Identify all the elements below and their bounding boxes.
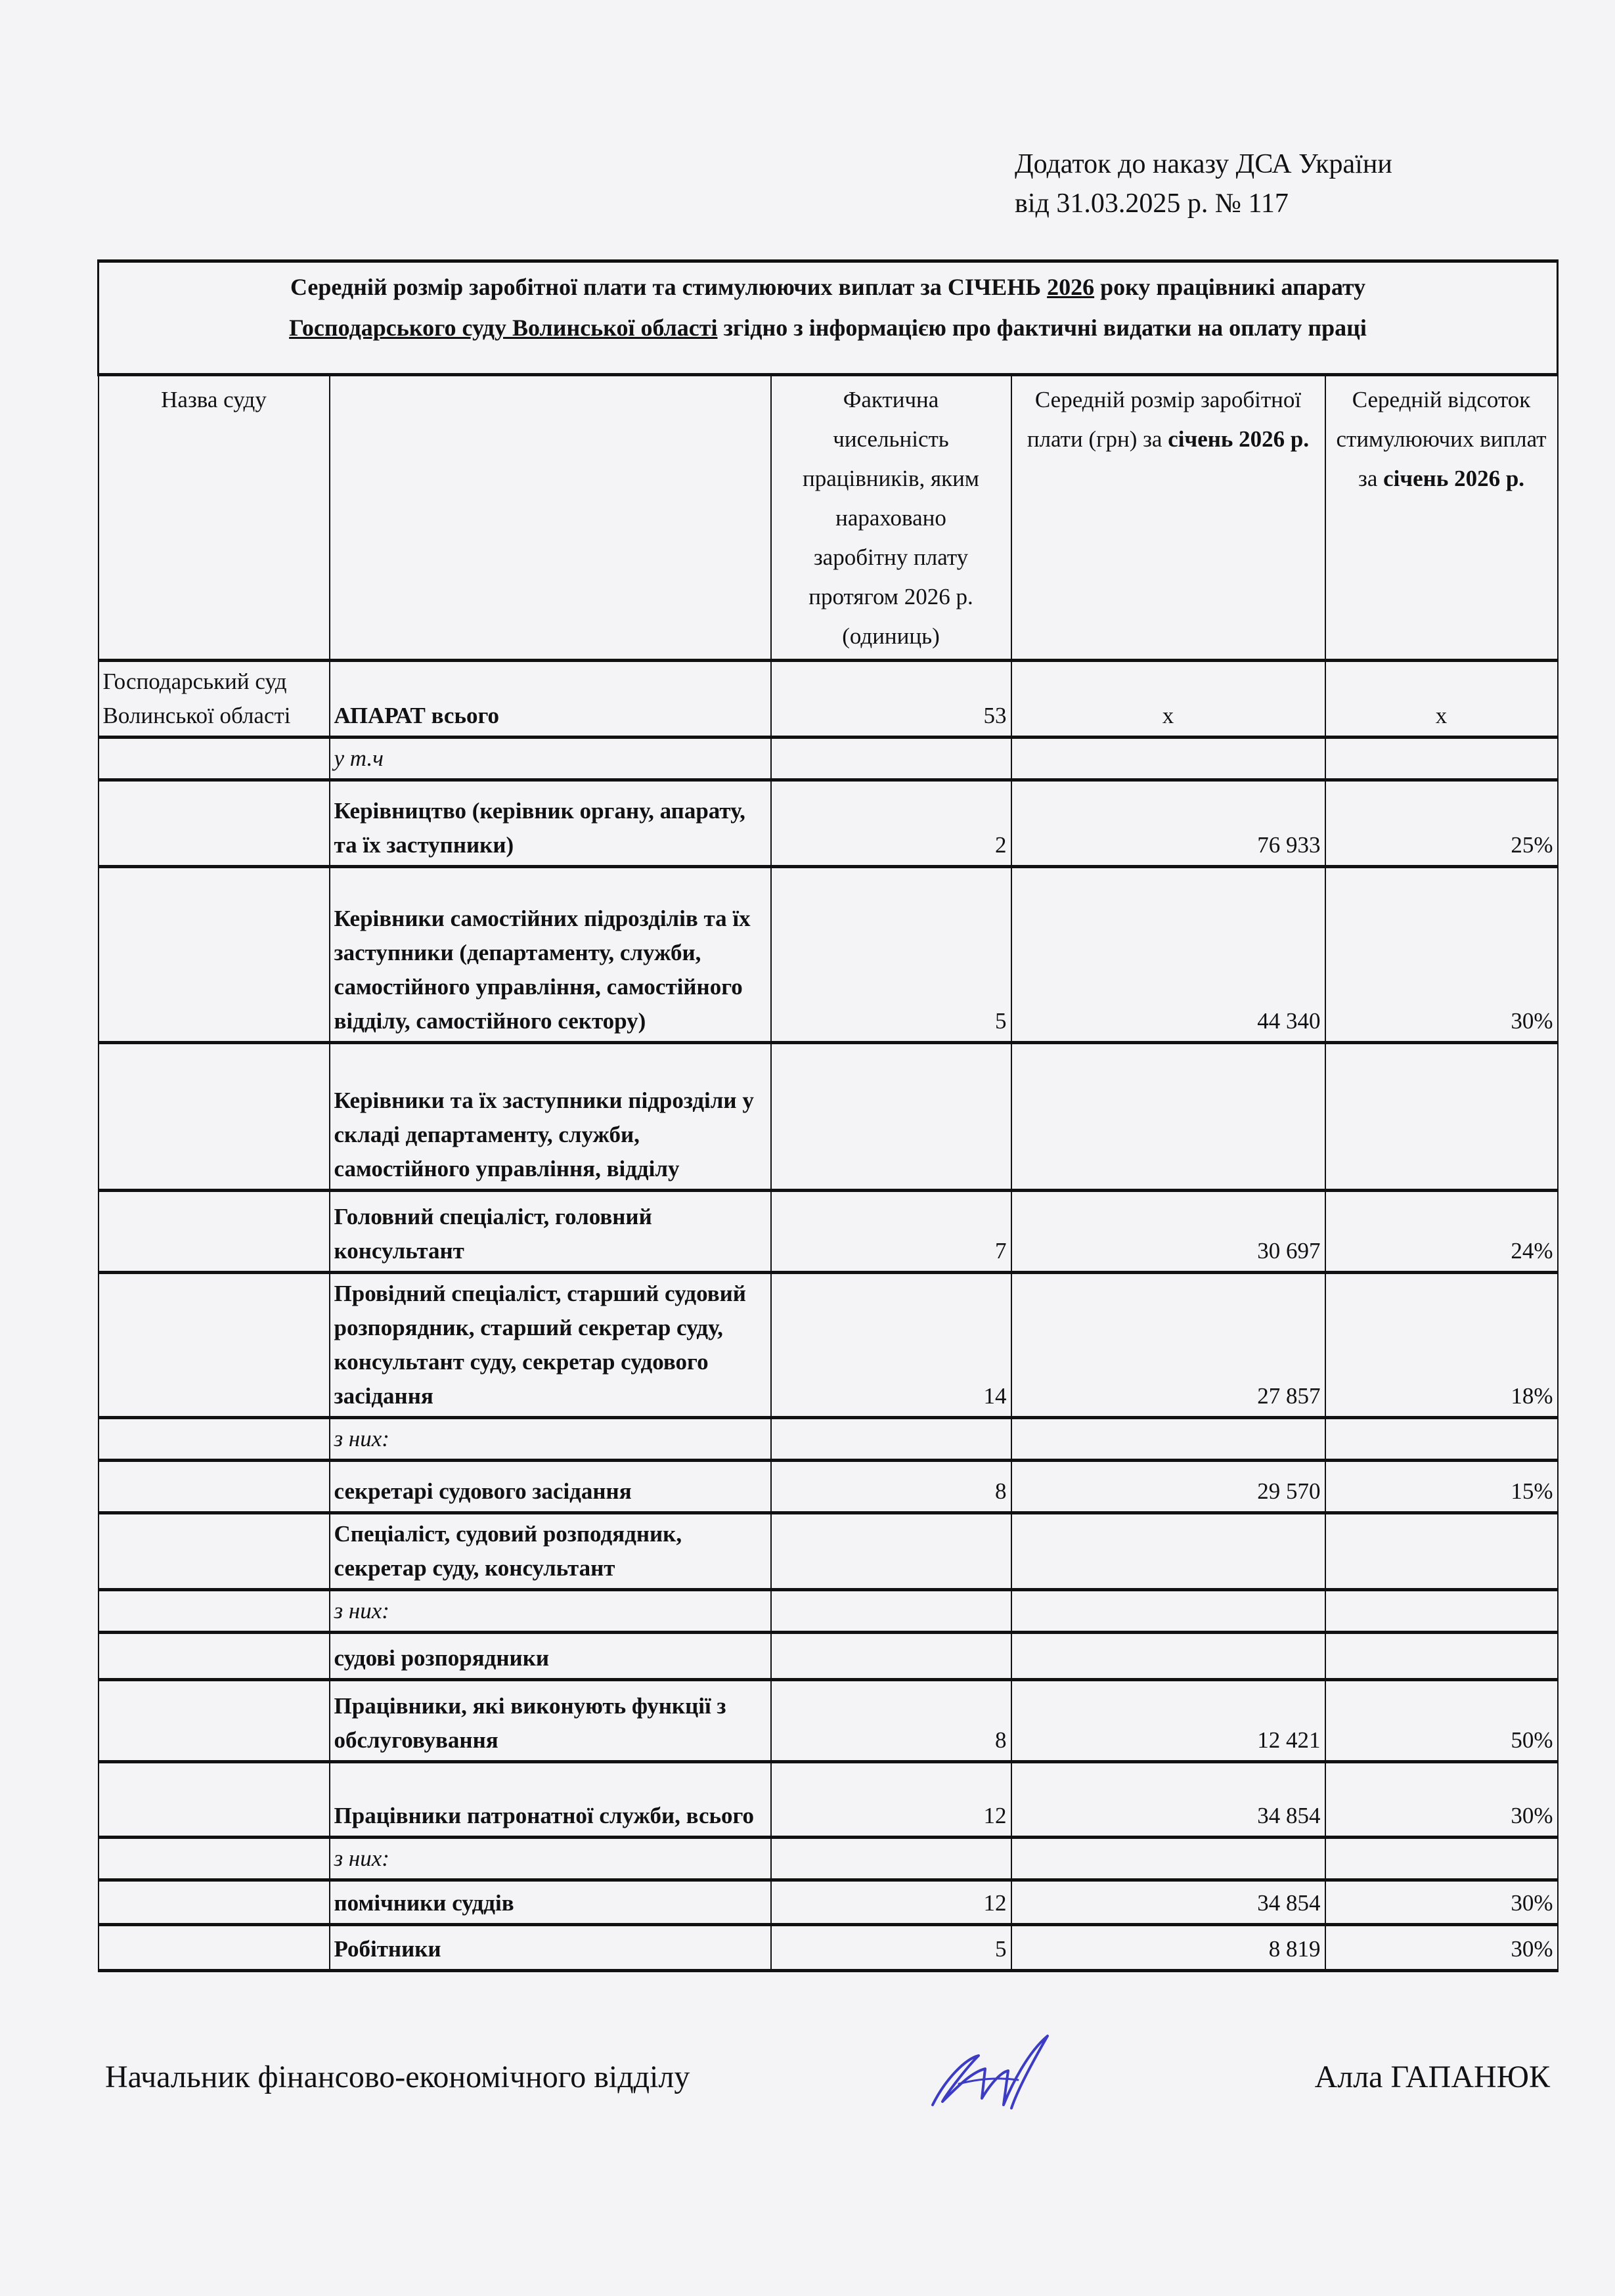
salary-table (97, 259, 1559, 1972)
court-name (99, 1590, 330, 1633)
row-salary (1011, 1633, 1325, 1680)
title-year: 2026 (1047, 274, 1095, 300)
table-row (99, 1273, 1558, 1418)
table-row (99, 1633, 1558, 1680)
header-court: Назва суду (99, 375, 330, 661)
row-label: Керівники самостійних підрозділів та їх заступники (департаменту, служби, самостійного управління, самостійного відділу, самостійного сектору) (330, 867, 771, 1043)
row-label: АПАРАТ всього (330, 661, 771, 738)
row-label: з них: (330, 1590, 771, 1633)
title-row (99, 261, 1558, 375)
court-name (99, 738, 330, 780)
annex-note (1015, 144, 1392, 223)
court-name (99, 1680, 330, 1762)
row-bonus (1325, 738, 1558, 780)
row-salary: 44 340 (1011, 867, 1325, 1043)
row-count: 8 (771, 1461, 1011, 1513)
row-bonus (1325, 1633, 1558, 1680)
row-count: 5 (771, 867, 1011, 1043)
table-row (99, 1925, 1558, 1971)
court-name (99, 1838, 330, 1880)
signer-name: Алла ГАПАНЮК (1314, 2060, 1550, 2094)
row-label: Працівники, які виконують функції з обслуговування (330, 1680, 771, 1762)
court-name: Господарський суд Волинської області (99, 661, 330, 738)
court-name (99, 1043, 330, 1191)
row-label: судові розпорядники (330, 1633, 771, 1680)
row-label: Спеціаліст, судовий розподядник, секретар суду, консультант (330, 1513, 771, 1590)
table-row (99, 780, 1558, 867)
row-salary (1011, 738, 1325, 780)
row-label: Робітники (330, 1925, 771, 1971)
table-row (99, 1838, 1558, 1880)
row-label: помічники суддів (330, 1880, 771, 1925)
row-bonus: 18% (1325, 1273, 1558, 1418)
table-row (99, 1461, 1558, 1513)
handwritten-signature-icon (919, 2033, 1064, 2126)
row-count: 5 (771, 1925, 1011, 1971)
row-salary (1011, 1418, 1325, 1461)
header-count: Фактична чисельність працівників, яким нараховано заробітну плату протягом 2026 р. (одиниць) (771, 375, 1011, 661)
row-bonus: 50% (1325, 1680, 1558, 1762)
row-count (771, 1590, 1011, 1633)
row-salary (1011, 1590, 1325, 1633)
table-row (99, 1680, 1558, 1762)
annex-line-2: від 31.03.2025 р. № 117 (1015, 188, 1289, 219)
row-bonus: 30% (1325, 867, 1558, 1043)
row-salary: 27 857 (1011, 1273, 1325, 1418)
row-label: Працівники патронатної служби, всього (330, 1762, 771, 1838)
row-count: 53 (771, 661, 1011, 738)
row-count: 8 (771, 1680, 1011, 1762)
table-row (99, 738, 1558, 780)
row-count: 14 (771, 1273, 1011, 1418)
row-label: у т.ч (330, 738, 771, 780)
court-name (99, 1461, 330, 1513)
row-salary: 8 819 (1011, 1925, 1325, 1971)
row-count (771, 1043, 1011, 1191)
row-salary: 34 854 (1011, 1880, 1325, 1925)
table-row (99, 1762, 1558, 1838)
court-name (99, 1925, 330, 1971)
table-row (99, 1043, 1558, 1191)
row-bonus: 30% (1325, 1762, 1558, 1838)
row-count (771, 1633, 1011, 1680)
court-name (99, 780, 330, 867)
row-count (771, 738, 1011, 780)
row-bonus: x (1325, 661, 1558, 738)
row-salary: x (1011, 661, 1325, 738)
row-bonus: 15% (1325, 1461, 1558, 1513)
row-count: 12 (771, 1762, 1011, 1838)
signer-position: Начальник фінансово-економічного відділу (105, 2060, 690, 2094)
row-count (771, 1513, 1011, 1590)
row-label: Провідний спеціаліст, старший судовий розпорядник, старший секретар суду, консультант суду, секретар судового засідання (330, 1273, 771, 1418)
court-name (99, 1762, 330, 1838)
row-bonus (1325, 1043, 1558, 1191)
table-row (99, 661, 1558, 738)
row-bonus (1325, 1418, 1558, 1461)
table-title: Середній розмір заробітної плати та стимулюючих виплат за СІЧЕНЬ 2026 року працівникі апарату Господарського суду Волинської області згідно з інформацією про фактичні видатки на оплату праці (99, 261, 1558, 375)
row-salary: 29 570 (1011, 1461, 1325, 1513)
title-court: Господарського суду Волинської області (289, 315, 718, 341)
row-label: Керівництво (керівник органу, апарату, та їх заступники) (330, 780, 771, 867)
row-count (771, 1418, 1011, 1461)
table-row (99, 1880, 1558, 1925)
row-label: з них: (330, 1418, 771, 1461)
table-row (99, 867, 1558, 1043)
row-bonus: 30% (1325, 1880, 1558, 1925)
table-row (99, 1191, 1558, 1273)
row-salary (1011, 1043, 1325, 1191)
row-count: 12 (771, 1880, 1011, 1925)
row-label: з них: (330, 1838, 771, 1880)
row-salary: 12 421 (1011, 1680, 1325, 1762)
table-row (99, 1590, 1558, 1633)
header-salary: Середній розмір заробітної плати (грн) за січень 2026 р. (1011, 375, 1325, 661)
header-row (99, 375, 1558, 661)
row-salary: 30 697 (1011, 1191, 1325, 1273)
row-bonus (1325, 1513, 1558, 1590)
court-name (99, 867, 330, 1043)
court-name (99, 1633, 330, 1680)
header-category (330, 375, 771, 661)
row-salary (1011, 1838, 1325, 1880)
row-label: Головний спеціаліст, головний консультант (330, 1191, 771, 1273)
row-label: секретарі судового засідання (330, 1461, 771, 1513)
row-bonus: 30% (1325, 1925, 1558, 1971)
row-bonus: 25% (1325, 780, 1558, 867)
row-count (771, 1838, 1011, 1880)
row-count: 7 (771, 1191, 1011, 1273)
court-name (99, 1191, 330, 1273)
row-count: 2 (771, 780, 1011, 867)
table-row (99, 1418, 1558, 1461)
row-bonus (1325, 1590, 1558, 1633)
row-bonus: 24% (1325, 1191, 1558, 1273)
court-name (99, 1880, 330, 1925)
row-salary: 34 854 (1011, 1762, 1325, 1838)
row-label: Керівники та їх заступники підрозділи у складі департаменту, служби, самостійного управління, відділу (330, 1043, 771, 1191)
table-row (99, 1513, 1558, 1590)
court-name (99, 1513, 330, 1590)
row-salary (1011, 1513, 1325, 1590)
header-bonus: Середній відсоток стимулюючих виплат за січень 2026 р. (1325, 375, 1558, 661)
row-salary: 76 933 (1011, 780, 1325, 867)
annex-line-1: Додаток до наказу ДСА України (1015, 149, 1392, 179)
court-name (99, 1273, 330, 1418)
court-name (99, 1418, 330, 1461)
row-bonus (1325, 1838, 1558, 1880)
